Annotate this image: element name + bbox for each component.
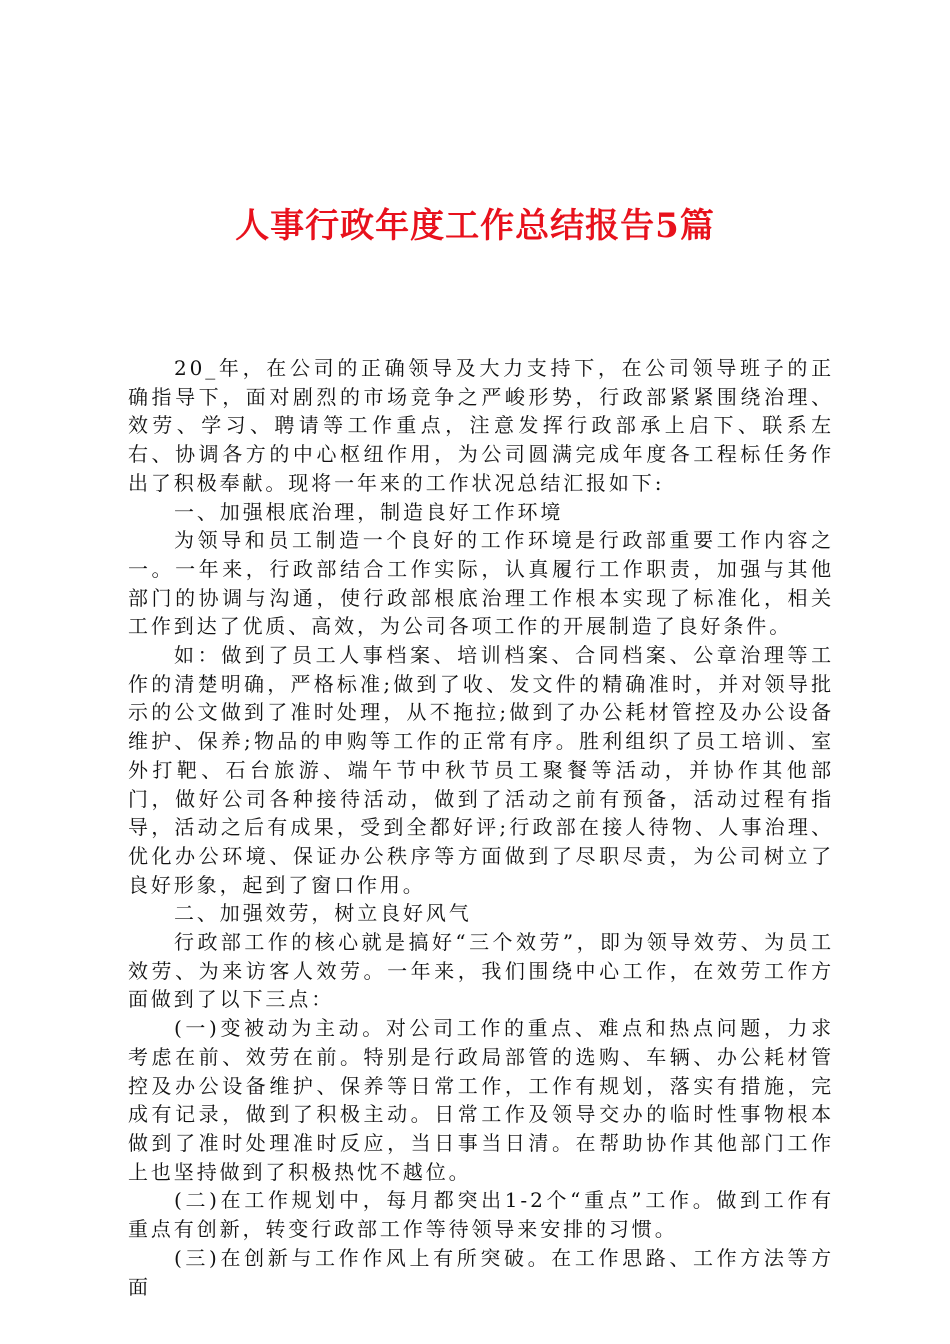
paragraph-point-1: (一)变被动为主动。对公司工作的重点、难点和热点问题，力求考虑在前、效劳在前。特别是行政局部管的选购、车辆、办公耗材管控及办公设备维护、保养等日常工作，工作有规划，落实有措施，完成有记录，做到了积极主动。日常工作及领导交办的临时性事物根本做到了准时处理准时反应，当日事当日清。在帮助协作其他部门工作上也坚持做到了积极热忱不越位。 — [128, 1016, 834, 1184]
paragraph-section-1-detail: 如：做到了员工人事档案、培训档案、合同档案、公章治理等工作的清楚明确，严格标准;做到了收、发文件的精确准时，并对领导批示的公文做到了准时处理，从不拖拉;做到了办公耗材管控及办公设备维护、保养;物品的申购等工作的正常有序。胜利组织了员工培训、室外打靶、石台旅游、端午节中秋节员工聚餐等活动，并协作其他部门，做好公司各种接待活动，做到了活动之前有预备，活动过程有指导，活动之后有成果，受到全都好评;行政部在接人待物、人事治理、优化办公环境、保证办公秩序等方面做到了尽职尽责，为公司树立了良好形象，起到了窗口作用。 — [128, 643, 834, 897]
paragraph-point-2: (二)在工作规划中，每月都突出1-2个“重点”工作。做到工作有重点有创新，转变行政部工作等待领导来安排的习惯。 — [128, 1188, 834, 1242]
paragraph-section-1: 为领导和员工制造一个良好的工作环境是行政部重要工作内容之一。一年来，行政部结合工作实际，认真履行工作职责，加强与其他部门的协调与沟通，使行政部根底治理工作根本实现了标准化，相关工作到达了优质、高效，为公司各项工作的开展制造了良好条件。 — [128, 528, 834, 639]
section-heading-1: 一、加强根底治理，制造良好工作环境 — [174, 499, 564, 524]
paragraph-point-3: (三)在创新与工作作风上有所突破。在工作思路、工作方法等方面 — [128, 1245, 834, 1299]
paragraph-intro: 20_年，在公司的正确领导及大力支持下，在公司领导班子的正确指导下，面对剧烈的市场竞争之严峻形势，行政部紧紧围绕治理、效劳、学习、聘请等工作重点，注意发挥行政部承上启下、联系左右、协调各方的中心枢纽作用，为公司圆满完成年度各工程标任务作出了积极奉献。现将一年来的工作状况总结汇报如下: — [128, 356, 834, 495]
section-heading-2: 二、加强效劳，树立良好风气 — [174, 901, 472, 926]
document-title: 人事行政年度工作总结报告5篇 — [235, 206, 715, 246]
document-body — [128, 354, 834, 1301]
paragraph-section-2: 行政部工作的核心就是搞好“三个效劳”，即为领导效劳、为员工效劳、为来访客人效劳。一年来，我们围绕中心工作，在效劳工作方面做到了以下三点： — [128, 930, 834, 1012]
